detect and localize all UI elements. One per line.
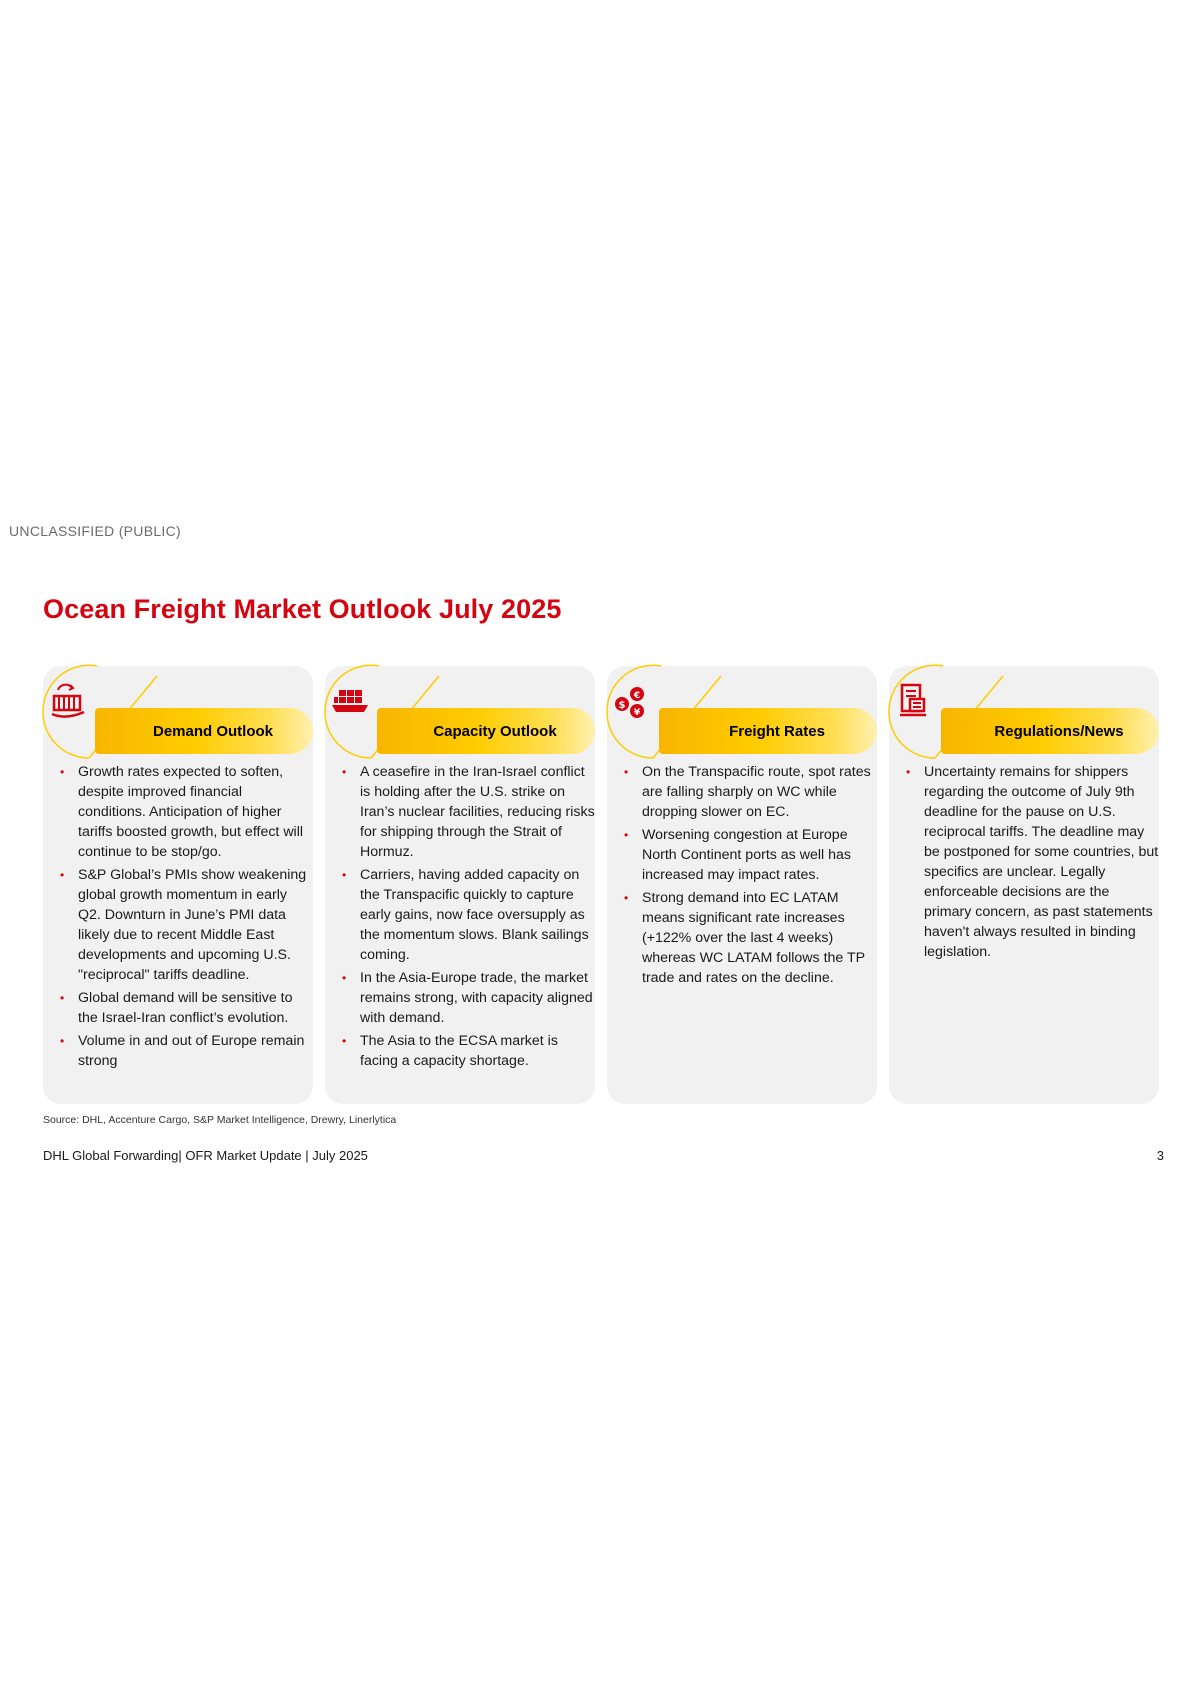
card-regulations-news [889,666,1159,1104]
bullet-list [342,762,595,1074]
outlook-cards [43,666,1165,1104]
list-item: • In the Asia-Europe trade, the market remains strong, with capacity aligned with demand. [342,968,595,1028]
classification-label: UNCLASSIFIED (PUBLIC) [9,523,181,539]
svg-text:€: € [633,691,641,701]
list-item: • Carriers, having added capacity on the Transpacific quickly to capture early gains, now face oversupply as the momentum slows. Blank sailings coming. [342,865,595,965]
list-item: • Worsening congestion at Europe North Continent ports as well has increased may impact rates. [624,825,877,885]
container-ship-icon [321,671,379,729]
page-title: Ocean Freight Market Outlook July 2025 [43,594,562,624]
document-news-icon [885,671,943,729]
list-item: • A ceasefire in the Iran-Israel conflict is holding after the U.S. strike on Iran’s nuclear facilities, reducing risks for shipping through the Strait of Hormuz. [342,762,595,862]
factory-container-icon [39,671,97,729]
list-item: • Global demand will be sensitive to the Israel-Iran conflict’s evolution. [60,988,313,1028]
page-number: 3 [1156,1148,1164,1163]
bullet-list [906,762,1159,965]
svg-text:¥: ¥ [633,708,641,718]
source-note: Source: DHL, Accenture Cargo, S&P Market Intelligence, Drewry, Linerlytica [43,1114,397,1126]
card-header [377,708,595,754]
bullet-list [624,762,877,991]
list-item: • Volume in and out of Europe remain strong [60,1031,313,1071]
card-header [941,708,1159,754]
card-title: Capacity Outlook [433,722,557,740]
card-title: Demand Outlook [152,722,273,740]
card-title: Regulations/News [994,722,1124,740]
card-header [95,708,313,754]
list-item: • Growth rates expected to soften, despite improved financial conditions. Anticipation of higher tariffs boosted growth, but effect will continue to be stop/go. [60,762,313,862]
list-item: • Uncertainty remains for shippers regarding the outcome of July 9th deadline for the pause on U.S. reciprocal tariffs. The deadline may be postponed for some countries, but specifics are unclear. Legally enforceable decisions are the primary concern, as past statements haven't always resulted in binding legislation. [906,762,1159,962]
card-freight-rates [607,666,877,1104]
list-item: • S&P Global’s PMIs show weakening global growth momentum in early Q2. Downturn in June’s PMI data likely due to recent Middle East developments and upcoming U.S. "reciprocal" tariffs deadline. [60,865,313,985]
card-demand-outlook [43,666,313,1104]
list-item: • The Asia to the ECSA market is facing a capacity shortage. [342,1031,595,1071]
footer-text: DHL Global Forwarding| OFR Market Update | July 2025 [43,1148,368,1163]
card-header [659,708,877,754]
card-title: Freight Rates [729,722,825,740]
svg-text:$: $ [618,700,626,711]
list-item: • On the Transpacific route, spot rates are falling sharply on WC while dropping slower on EC. [624,762,877,822]
card-capacity-outlook [325,666,595,1104]
bullet-list [60,762,313,1074]
currency-coins-icon [603,671,661,729]
list-item: • Strong demand into EC LATAM means significant rate increases (+122% over the last 4 weeks) whereas WC LATAM follows the TP trade and rates on the decline. [624,888,877,988]
